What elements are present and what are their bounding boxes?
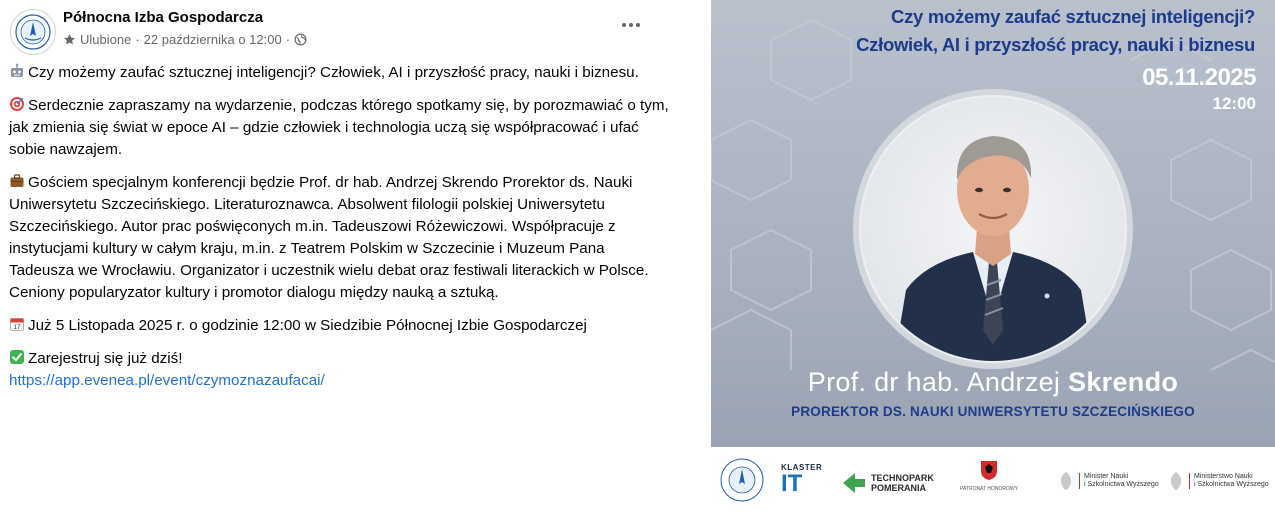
post-paragraph <box>9 172 669 304</box>
more-options-button[interactable] <box>618 15 644 35</box>
robot-icon <box>9 63 25 79</box>
post-date-link[interactable]: 22 października o 12:00 <box>143 32 282 47</box>
poster-title-line1: Czy możemy zaufać sztucznej inteligencji? <box>891 6 1255 27</box>
technopark-label: TECHNOPARK <box>871 473 934 483</box>
paragraph-text: Czy możemy zaufać sztucznej inteligencji? Człowiek, AI i przyszłość pracy, nauki i biznesu. <box>28 64 639 81</box>
paragraph-text: Już 5 Listopada 2025 r. o godzinie 12:00 w Siedzibie Północnej Izbie Gospodarczej <box>28 317 587 334</box>
post-meta <box>63 32 307 47</box>
page-name-link[interactable]: Północna Izba Gospodarcza <box>63 9 264 26</box>
poster-speaker-name <box>711 367 1275 398</box>
speaker-surname: Skrendo <box>1068 367 1179 397</box>
check-icon <box>9 349 25 365</box>
klaster-label: KLASTER <box>781 463 823 472</box>
post-paragraph <box>9 348 669 392</box>
meta-separator: · <box>285 32 291 47</box>
target-icon <box>9 96 25 112</box>
speaker-name-prefix: Prof. dr hab. Andrzej <box>807 367 1069 397</box>
poster-date: 05.11.2025 <box>1142 64 1256 91</box>
page-avatar[interactable] <box>10 9 56 55</box>
poster-speaker-role: PROREKTOR DS. NAUKI UNIWERSYTETU SZCZECIŃSKIEGO <box>791 404 1195 419</box>
svg-text:17: 17 <box>13 324 21 331</box>
poster-title-line2: Człowiek, AI i przyszłość pracy, nauki i biznesu <box>856 34 1255 55</box>
calendar-icon <box>9 316 25 332</box>
post-paragraph <box>9 95 669 161</box>
dot <box>636 23 640 27</box>
patronat-logo <box>949 459 1029 492</box>
pig-logo <box>719 457 765 508</box>
poster-time: 12:00 <box>1212 94 1256 113</box>
patronat-label: PATRONAT HONOROWY <box>960 486 1018 492</box>
ministry-logo <box>1167 471 1269 491</box>
post-paragraph <box>9 62 669 84</box>
minister-logo <box>1057 471 1159 491</box>
paragraph-text: Zarejestruj się już dziś! <box>28 350 183 367</box>
globe-icon[interactable] <box>294 33 307 46</box>
dot <box>622 23 626 27</box>
meta-separator: · <box>135 32 140 47</box>
star-icon <box>63 33 76 46</box>
ministry-label-line2: i Szkolnictwa Wyższego <box>1194 481 1269 488</box>
post-body <box>9 62 669 392</box>
pomerania-label: POMERANIA <box>871 483 927 493</box>
ministry-label-line1: Ministerstwo Nauki <box>1194 473 1253 480</box>
favorite-label: Ulubione <box>80 32 132 47</box>
klaster-it-logo <box>781 463 822 496</box>
event-link[interactable]: https://app.evenea.pl/event/czymoznazaufacai/ <box>9 372 325 389</box>
partner-logos <box>711 447 1275 516</box>
dot <box>629 23 633 27</box>
technopark-logo <box>841 471 934 495</box>
briefcase-icon <box>9 173 25 189</box>
minister-label-line1: Minister Nauki <box>1084 473 1129 480</box>
event-poster-image[interactable] <box>711 0 1275 447</box>
klaster-it-label: IT <box>781 470 803 497</box>
minister-label-line2: i Szkolnictwa Wyższego <box>1084 481 1159 488</box>
post-paragraph <box>9 315 669 337</box>
paragraph-text: Serdecznie zapraszamy na wydarzenie, podczas którego spotkamy się, by porozmawiać o tym, jak zmienia się świat w epoce AI – gdzie człowiek i technologia uczą się współpracować i ufać sobie nawzajem. <box>9 97 669 158</box>
paragraph-text: Gościem specjalnym konferencji będzie Prof. dr hab. Andrzej Skrendo Prorektor ds. Nauki Uniwersytetu Szczecińskiego. Literaturoznawca. Absolwent filologii polskiej Uniwersytetu Szczecińskiego. Autor prac poświęconych m.in. Tadeuszowi Różewiczowi. Współpracuje z instytucjami kultury w całym kraju, m.in. z Teatrem Polskim w Szczecinie i Muzeum Pana Tadeusza we Wrocławiu. Organizator i uczestnik wielu debat oraz festiwali literackich w Polsce. Ceniony popularyzator kultury i promotor dialogu między nauką a sztuką. <box>9 174 649 301</box>
